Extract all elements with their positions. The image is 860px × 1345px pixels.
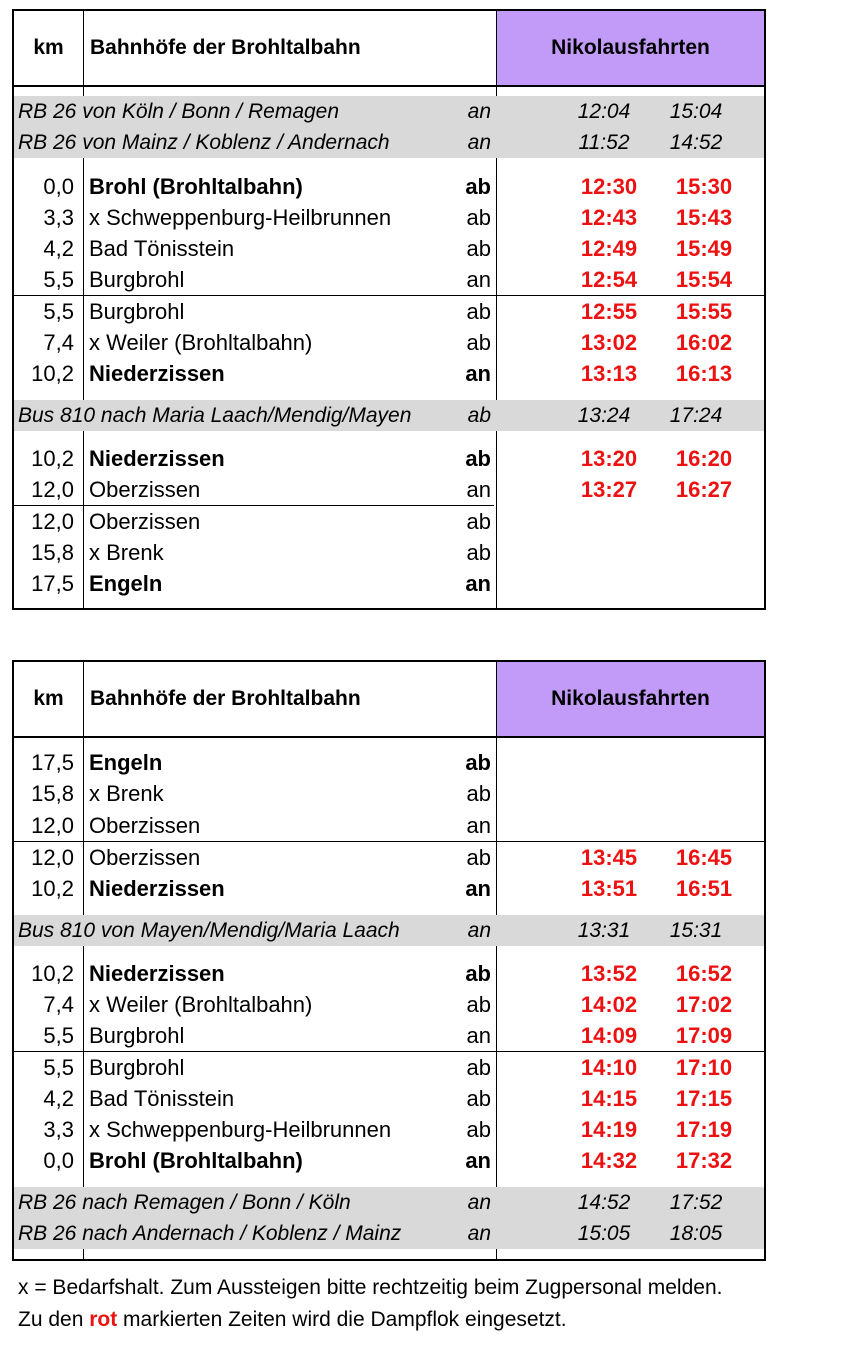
time-2: 17:24 [669, 404, 723, 427]
km-value: 7,4 [43, 992, 74, 1017]
arr-dep: an [467, 919, 491, 942]
legend-line-1: x = Bedarfshalt. Zum Aussteigen bitte rechtzeitig beim Zugpersonal melden. [18, 1276, 723, 1299]
header-km: km [33, 36, 64, 59]
time-1: 12:55 [580, 299, 638, 324]
arr-dep: ab [466, 540, 491, 565]
table-row [14, 958, 764, 989]
table-row [14, 1145, 764, 1176]
arr-dep: an [465, 1148, 491, 1173]
station-name: Burgbrohl [89, 1023, 185, 1048]
table-row [14, 202, 764, 233]
time-1: 15:05 [577, 1222, 631, 1245]
time-2: 16:51 [675, 876, 733, 901]
station-name: Burgbrohl [89, 299, 185, 324]
time-2: 16:27 [675, 477, 733, 502]
time-2: 16:20 [675, 446, 733, 471]
km-value: 0,0 [43, 174, 74, 199]
km-value: 15,8 [31, 540, 74, 565]
time-1: 14:19 [580, 1117, 638, 1142]
km-value: 5,5 [43, 299, 74, 324]
timetable-return [12, 660, 766, 1261]
time-2: 15:04 [669, 100, 723, 123]
time-1: 11:52 [578, 131, 630, 154]
time-2: 17:10 [675, 1055, 733, 1080]
arr-dep: an [466, 813, 491, 838]
time-2: 15:55 [675, 299, 733, 324]
legend-text: markierten Zeiten wird die Dampflok eingesetzt. [117, 1308, 567, 1331]
station-name: Niederzissen [89, 446, 225, 471]
connection-row [14, 400, 764, 431]
arr-dep: an [465, 571, 491, 596]
time-1: 14:02 [580, 992, 638, 1017]
arr-dep: an [466, 477, 491, 502]
station-name: Burgbrohl [89, 267, 185, 292]
time-1: 13:24 [577, 404, 631, 427]
header-stations: Bahnhöfe der Brohltalbahn [90, 36, 361, 59]
table-row [14, 778, 764, 809]
table-row [14, 358, 764, 389]
station-name: Bus 810 von Mayen/Mendig/Maria Laach [18, 919, 400, 942]
legend-line-2 [18, 1304, 722, 1336]
station-name: x Weiler (Brohltalbahn) [89, 992, 313, 1017]
time-2: 17:19 [675, 1117, 733, 1142]
arr-dep: ab [467, 404, 491, 427]
km-value: 17,5 [31, 571, 74, 596]
time-1: 14:09 [580, 1023, 638, 1048]
time-1: 12:30 [580, 174, 638, 199]
table-row [14, 568, 764, 599]
connection-row [14, 96, 764, 127]
station-name: Burgbrohl [89, 1055, 185, 1080]
table-header [14, 662, 764, 738]
station-name: Brohl (Brohltalbahn) [89, 174, 303, 199]
arr-dep: ab [466, 299, 491, 324]
table-row [14, 747, 764, 778]
time-1: 13:31 [577, 919, 631, 942]
legend-text: Zu den [18, 1308, 90, 1331]
time-1: 12:54 [580, 267, 638, 292]
table-row [14, 474, 764, 505]
arr-dep: ab [466, 781, 491, 806]
time-1: 13:51 [580, 876, 638, 901]
time-2: 14:52 [669, 131, 723, 154]
station-name: x Schweppenburg-Heilbrunnen [89, 1117, 392, 1142]
row-separator [14, 1051, 764, 1052]
arr-dep: an [465, 876, 491, 901]
station-name: Oberzissen [89, 509, 201, 534]
row-separator [14, 505, 494, 506]
table-row [14, 171, 764, 202]
time-1: 14:52 [577, 1191, 631, 1214]
station-name: x Brenk [89, 540, 164, 565]
station-name: RB 26 nach Remagen / Bonn / Köln [18, 1191, 351, 1214]
time-1: 12:04 [577, 100, 631, 123]
arr-dep: ab [466, 1117, 491, 1142]
time-2: 17:09 [675, 1023, 733, 1048]
time-2: 16:13 [675, 361, 733, 386]
time-1: 13:52 [580, 961, 638, 986]
station-name: Oberzissen [89, 477, 201, 502]
time-1: 14:15 [580, 1086, 638, 1111]
arr-dep: an [465, 361, 491, 386]
station-name: Engeln [89, 750, 163, 775]
time-2: 18:05 [669, 1222, 723, 1245]
km-value: 12,0 [31, 477, 74, 502]
time-2: 15:31 [669, 919, 723, 942]
legend-red-word: rot [89, 1308, 118, 1331]
km-value: 15,8 [31, 781, 74, 806]
arr-dep: an [466, 267, 491, 292]
table-row [14, 1114, 764, 1145]
km-value: 10,2 [31, 361, 74, 386]
table-row [14, 327, 764, 358]
table-row [14, 810, 764, 841]
time-2: 17:02 [675, 992, 733, 1017]
km-value: 5,5 [43, 1023, 74, 1048]
arr-dep: ab [465, 750, 491, 775]
connection-row [14, 127, 764, 158]
connection-row [14, 1187, 764, 1218]
time-2: 15:43 [675, 205, 733, 230]
table-row [14, 537, 764, 568]
table-row [14, 296, 764, 327]
km-value: 12,0 [31, 509, 74, 534]
time-2: 15:30 [675, 174, 733, 199]
legend [18, 1272, 722, 1336]
km-value: 0,0 [43, 1148, 74, 1173]
time-2: 17:32 [675, 1148, 733, 1173]
station-name: Bad Tönisstein [89, 1086, 235, 1111]
km-value: 17,5 [31, 750, 74, 775]
table-row [14, 264, 764, 295]
station-name: Brohl (Brohltalbahn) [89, 1148, 303, 1173]
time-1: 13:27 [580, 477, 638, 502]
time-1: 13:20 [580, 446, 638, 471]
connection-row [14, 1218, 764, 1249]
arr-dep: an [466, 1023, 491, 1048]
km-value: 12,0 [31, 813, 74, 838]
time-1: 14:32 [580, 1148, 638, 1173]
arr-dep: ab [466, 205, 491, 230]
arr-dep: ab [466, 330, 491, 355]
time-2: 16:02 [675, 330, 733, 355]
row-separator [14, 295, 764, 296]
row-separator [14, 841, 764, 842]
time-1: 13:13 [580, 361, 638, 386]
table-row [14, 233, 764, 264]
time-1: 13:02 [580, 330, 638, 355]
timetable-outbound [12, 9, 766, 610]
table-row [14, 1020, 764, 1051]
time-2: 17:15 [675, 1086, 733, 1111]
km-value: 10,2 [31, 446, 74, 471]
station-name: Niederzissen [89, 876, 225, 901]
km-value: 3,3 [43, 1117, 74, 1142]
arr-dep: ab [466, 845, 491, 870]
time-1: 14:10 [580, 1055, 638, 1080]
table-row [14, 989, 764, 1020]
arr-dep: ab [466, 236, 491, 261]
time-1: 12:43 [580, 205, 638, 230]
km-value: 10,2 [31, 961, 74, 986]
station-name: Oberzissen [89, 845, 201, 870]
arr-dep: an [467, 1191, 491, 1214]
km-value: 4,2 [43, 1086, 74, 1111]
km-value: 10,2 [31, 876, 74, 901]
arr-dep: an [467, 1222, 491, 1245]
header-service: Nikolausfahrten [497, 11, 764, 85]
km-value: 7,4 [43, 330, 74, 355]
km-value: 4,2 [43, 236, 74, 261]
time-1: 12:49 [580, 236, 638, 261]
arr-dep: ab [466, 992, 491, 1017]
station-name: Bad Tönisstein [89, 236, 235, 261]
table-row [14, 842, 764, 873]
station-name: Niederzissen [89, 961, 225, 986]
station-name: x Brenk [89, 781, 164, 806]
table-row [14, 1052, 764, 1083]
arr-dep: ab [465, 961, 491, 986]
station-name: x Schweppenburg-Heilbrunnen [89, 205, 392, 230]
table-row [14, 506, 764, 537]
table-header [14, 11, 764, 87]
arr-dep: ab [466, 1055, 491, 1080]
arr-dep: ab [466, 509, 491, 534]
time-2: 16:45 [675, 845, 733, 870]
arr-dep: an [467, 131, 491, 154]
time-2: 16:52 [675, 961, 733, 986]
table-row [14, 443, 764, 474]
time-1: 13:45 [580, 845, 638, 870]
km-value: 12,0 [31, 845, 74, 870]
station-name: x Weiler (Brohltalbahn) [89, 330, 313, 355]
arr-dep: ab [465, 446, 491, 471]
station-name: Bus 810 nach Maria Laach/Mendig/Mayen [18, 404, 412, 427]
arr-dep: ab [466, 1086, 491, 1111]
km-value: 5,5 [43, 1055, 74, 1080]
station-name: Niederzissen [89, 361, 225, 386]
arr-dep: ab [465, 174, 491, 199]
arr-dep: an [467, 100, 491, 123]
time-2: 15:54 [675, 267, 733, 292]
table-row [14, 873, 764, 904]
time-2: 17:52 [669, 1191, 723, 1214]
header-stations: Bahnhöfe der Brohltalbahn [90, 687, 361, 710]
header-km: km [33, 687, 64, 710]
km-value: 3,3 [43, 205, 74, 230]
table-row [14, 1083, 764, 1114]
time-2: 15:49 [675, 236, 733, 261]
connection-row [14, 915, 764, 946]
station-name: Engeln [89, 571, 163, 596]
station-name: RB 26 von Köln / Bonn / Remagen [18, 100, 340, 123]
station-name: RB 26 nach Andernach / Koblenz / Mainz [18, 1222, 402, 1245]
km-value: 5,5 [43, 267, 74, 292]
station-name: Oberzissen [89, 813, 201, 838]
station-name: RB 26 von Mainz / Koblenz / Andernach [18, 131, 390, 154]
header-service: Nikolausfahrten [497, 662, 764, 736]
